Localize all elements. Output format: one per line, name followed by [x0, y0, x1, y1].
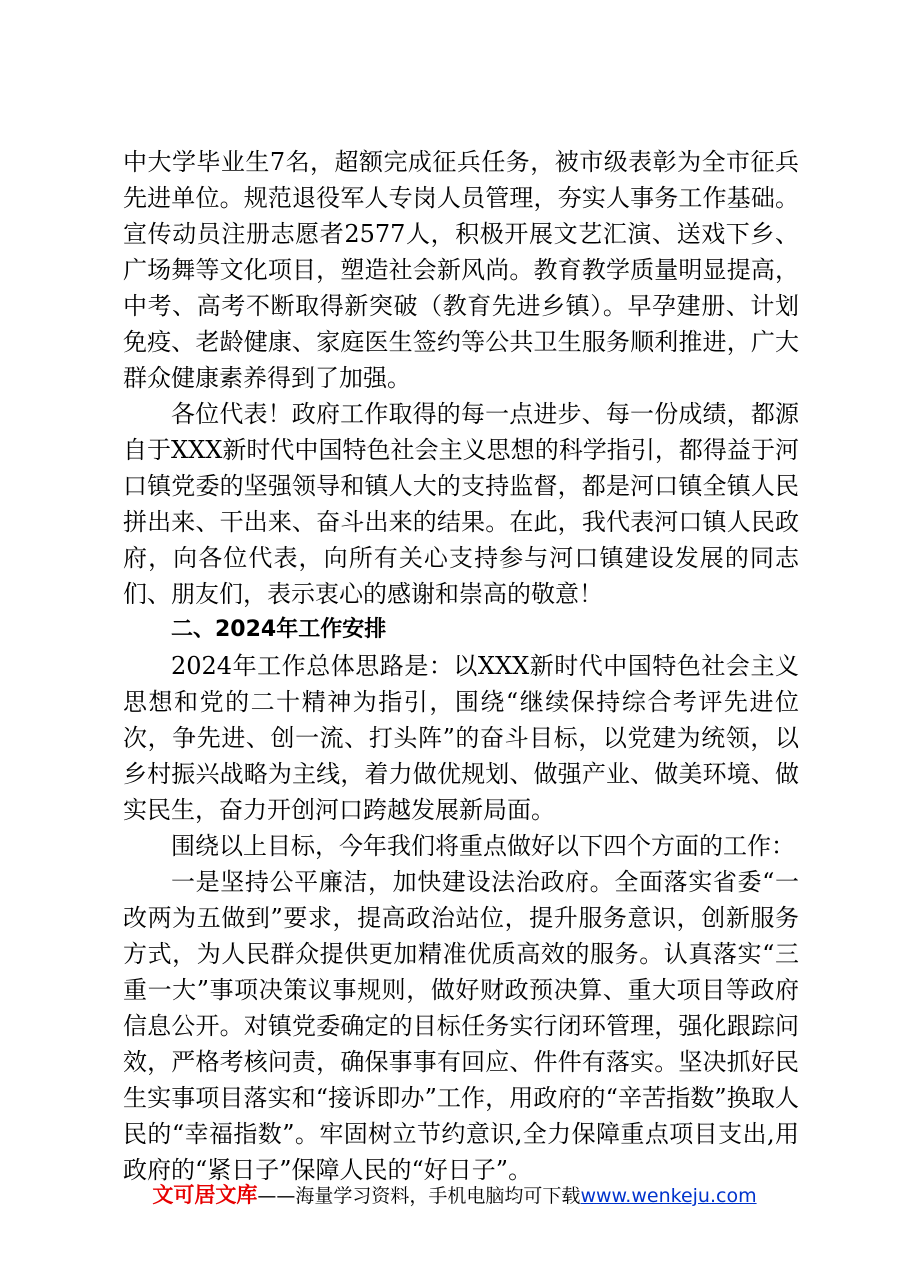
footer-website-link[interactable]: www.wenkeju.com	[580, 1185, 757, 1207]
footer-watermark	[0, 1180, 909, 1211]
document-body	[123, 144, 799, 1188]
section-heading-2024: 二、2024年工作安排	[171, 617, 387, 642]
paragraph-rule-of-law: 一是坚持公平廉洁，加快建设法治政府。全面落实省委“一改两为五做到”要求，提高政治站位，提升服务意识，创新服务方式，为人民群众提供更加精准优质高效的服务。认真落实“三重一大”事项决策议事规则，做好财政预决算、重大项目等政府信息公开。对镇党委确定的目标任务实行闭环管理，强化跟踪问效，严格考核问责，确保事事有回应、件件有落实。坚决抓好民生实事项目落实和“接诉即办”工作，用政府的“辛苦指数”换取人民的“幸福指数”。牢固树立节约意识,全力保障重点项目支出,用政府的“紧日子”保障人民的“好日子”。	[123, 868, 799, 1184]
footer-brand: 文可居文库	[152, 1183, 258, 1207]
paragraph-four-aspects: 围绕以上目标，今年我们将重点做好以下四个方面的工作：	[171, 832, 795, 860]
footer-slogan: ——海量学习资料，手机电脑均可下载	[257, 1185, 581, 1207]
paragraph-recruitment: 中大学毕业生7名，超额完成征兵任务，被市级表彰为全市征兵先进单位。规范退役军人专岗人员管理，夯实人事务工作基础。宣传动员注册志愿者2577人，积极开展文艺汇演、送戏下乡、广场舞等文化项目，塑造社会新风尚。教育教学质量明显提高，中考、高考不断取得新突破（教育先进乡镇）。早孕建册、计划免疫、老龄健康、家庭医生签约等公共卫生服务顺利推进，广大群众健康素养得到了加强。	[123, 148, 799, 392]
paragraph-general-approach: 2024年工作总体思路是：以XXX新时代中国特色社会主义思想和党的二十精神为指引，围绕“继续保持综合考评先进位次，争先进、创一流、打头阵”的奋斗目标，以党建为统领，以乡村振兴战略为主线，着力做优规划、做强产业、做美环境、做实民生，奋力开创河口跨越发展新局面。	[123, 652, 799, 824]
paragraph-thanks: 各位代表！政府工作取得的每一点进步、每一份成绩，都源自于XXX新时代中国特色社会主义思想的科学指引，都得益于河口镇党委的坚强领导和镇人大的支持监督，都是河口镇全镇人民拼出来、干出来、奋斗出来的结果。在此，我代表河口镇人民政府，向各位代表，向所有关心支持参与河口镇建设发展的同志们、朋友们，表示衷心的感谢和崇高的敬意！	[123, 400, 799, 608]
